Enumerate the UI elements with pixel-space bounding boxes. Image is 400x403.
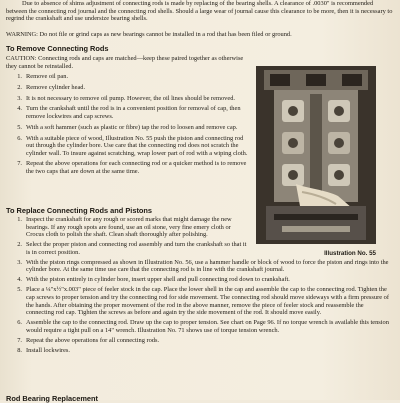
footer-section-title: Rod Bearing Replacement — [6, 394, 98, 403]
list-item: 1. Remove oil pan. — [17, 73, 69, 80]
list-item: 5. With a soft hammer (such as plastic or fibre) tap the rod to loosen and remove cap. — [17, 123, 238, 131]
list-item: 6. With a suitable piece of wood, Illustration No. 55 push the piston and connecting rod out through the cylinder bore. Use care that the connecting rod does not scratch the cylinder wall. To insure against scratching, wrap lower part of rod with a wiping cloth. — [17, 134, 248, 157]
remove-section-title: To Remove Connecting Rods — [6, 44, 109, 53]
list-item: 3. It is not necessary to remove oil pump. However, the oil lines should be removed. — [17, 94, 235, 102]
list-item: 2. Remove cylinder head. — [17, 83, 86, 91]
list-item: 2. Select the proper piston and connecting rod assembly and turn the crankshaft so that it is in correct position. — [17, 241, 247, 256]
list-item: 1. Inspect the crankshaft for any rough or scored marks that might damage the new bearings. If any rough spots are found, use an oil stone, very fine emery cloth or Crocus cloth to polish the shaft. Clean shaft thoroughly after polishing. — [17, 216, 232, 239]
list-item: 8. Install lockwires. — [17, 346, 71, 354]
caution-paragraph: CAUTION: Connecting rods and caps are matched—keep these paired together as otherwise they cannot be reinstalled. — [6, 55, 244, 70]
list-item: 7. Repeat the above operations for all connecting rods. — [17, 336, 160, 344]
list-item: 3. With the piston rings compressed as shown in Illustration No. 56, use a hammer handle or block of wood to force the piston and rings into the cylinder bore. At the same time use care that the connecting rod is in line with the crankshaft journal. — [17, 258, 389, 274]
warning-paragraph: WARNING: Do not file or grind caps as new bearings cannot be installed in a rod that has been filed or ground. — [6, 31, 292, 38]
list-item: 7. Repeat the above operations for each connecting rod or a quicker method is to remove the two caps that are down at the same time. — [17, 160, 247, 176]
intro-paragraph: Due to absence of shims adjustment of connecting rods is made by replacing of the bearing shells. A clearance of .0030" is recommended between the connecting rod journal and the connecting rod shells. Should a large wear of journal cause this clearance to be more, then it is necessary to regrind the crankshaft and use undersize bearing shells. — [6, 0, 393, 23]
list-item: 4. Turn the crankshaft until the rod is in a convenient position for removal of cap, then remove lockwires and cap screws. — [17, 105, 241, 120]
replace-steps-list — [6, 216, 392, 357]
figure-caption: Illustration No. 55 — [324, 250, 376, 257]
replace-section-title: To Replace Connecting Rods and Pistons — [6, 206, 153, 215]
list-item: 6. Assemble the cap to the connecting rod. Draw up the cap to proper tension. See chart on Page 96. If no torque wrench is available this tension would require a tight pull on a 14" wrench. Illustration No. 71 shows use of torque tension wrench. — [17, 319, 389, 334]
list-item: 5. Place a ¼"x½"x.003" piece of feeler stock in the cap. Place the lower shell in the cap and assemble the cap to the connecting rod. Tighten the cap screws to proper tension and try the connecting rod for side movement. The connecting rod should move sideways with a firm pressure of the hands. After obtaining the proper movement of the rod in the above manner, remove the piece of feeler stock and reassemble the connecting rod cap. Tighten the screws as before and again try the side movement of the rod. It should move easily. — [17, 286, 389, 317]
list-item: 4. With the piston entirely in cylinder bore, insert upper shell and pull connecting rod down to crankshaft. — [17, 276, 290, 284]
remove-steps-list — [6, 73, 248, 179]
